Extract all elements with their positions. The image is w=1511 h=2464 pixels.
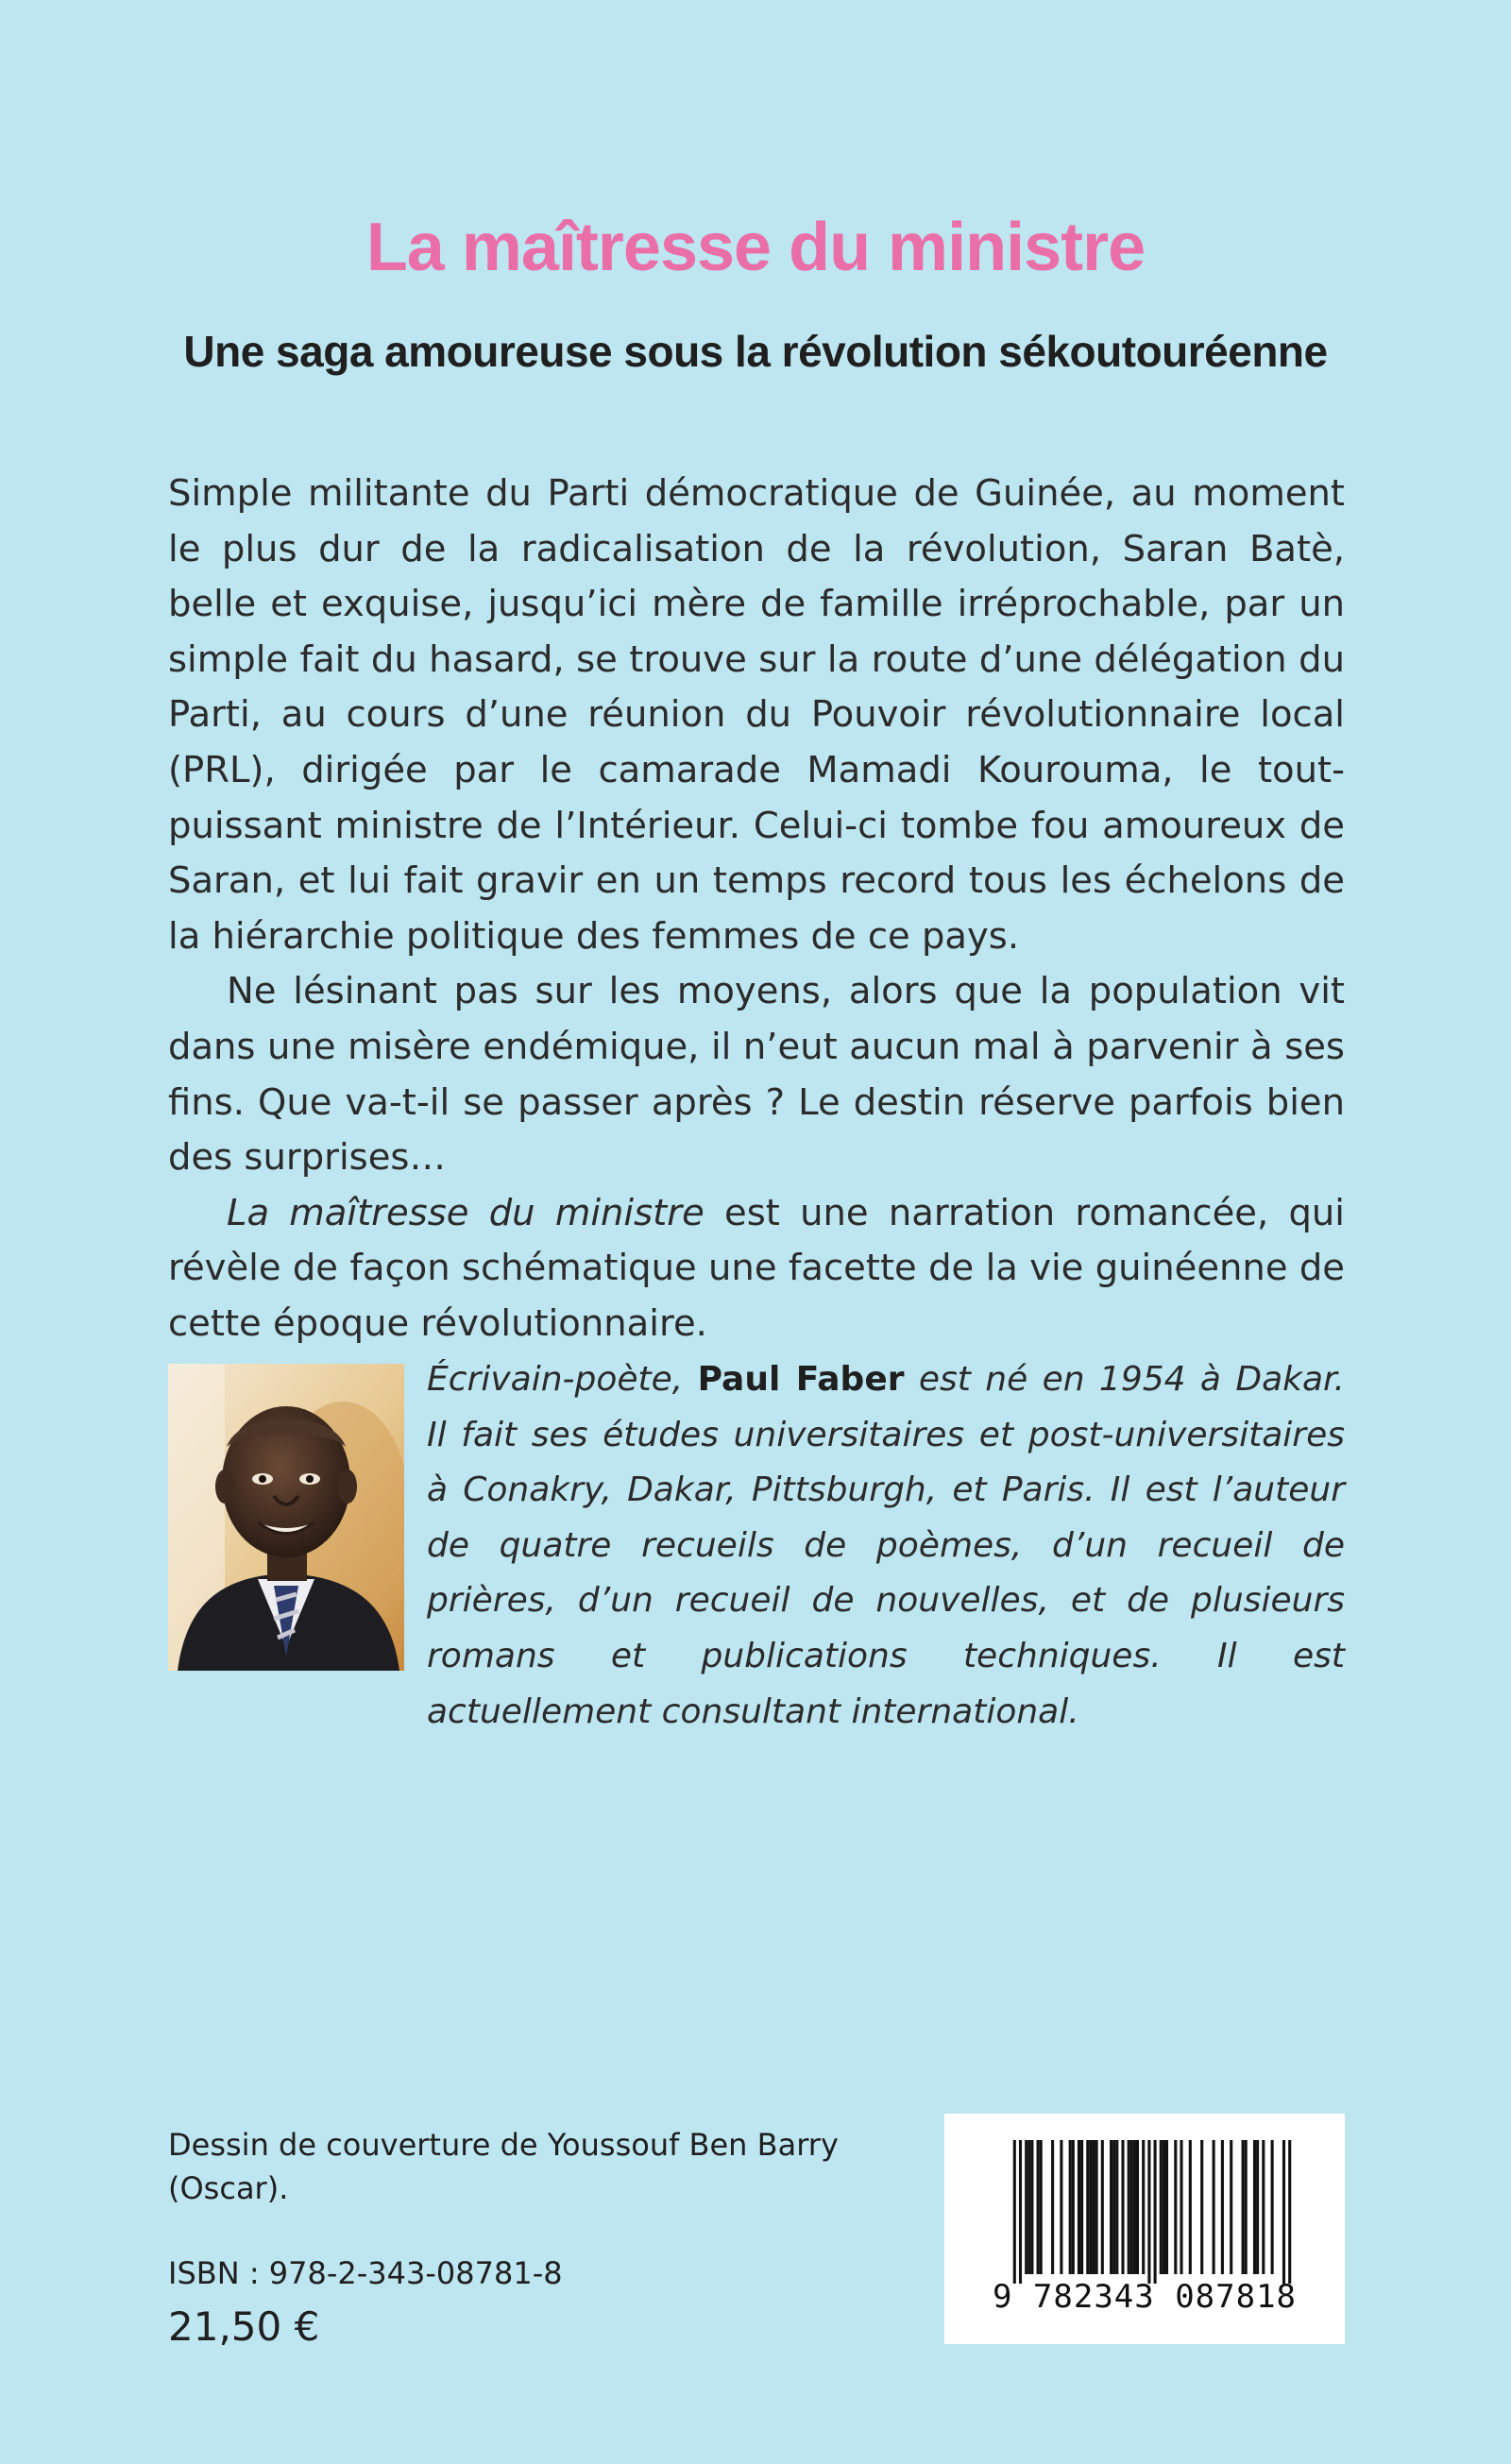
author-bio-text: est né en 1954 à Dakar. Il fait ses études universitaires et post-universitaires à Conakry, Dakar, Pittsburgh, et Paris. Il est l’auteur de quatre recueils de poèmes, d’un recueil de prières, d’un recueil de nouvelles, et de plusieurs romans et publications techniques. Il est actuellement consultant international. [427,1360,1345,1731]
author-portrait-image [168,1364,404,1671]
author-bio [427,1352,1345,1740]
barcode-digits: 9 782343 087818 [992,2278,1298,2316]
cover-art-credit: Dessin de couverture de Youssouf Ben Barry (Oscar). [168,2127,839,2206]
barcode-bar [1262,2140,1265,2274]
synopsis-title-reference: La maîtresse du ministre [227,1191,705,1234]
barcode-bar [1133,2140,1136,2274]
barcode-bar [1230,2140,1232,2274]
barcode-bar [1030,2140,1033,2274]
barcode-bar [1128,2140,1130,2274]
barcode-bar [1154,2140,1157,2284]
barcode-bar [1245,2140,1248,2274]
barcode [944,2114,1345,2344]
barcode-bar [1092,2140,1095,2274]
barcode-bar [1078,2140,1080,2274]
barcode-bar [1019,2140,1022,2284]
barcode-bar [1060,2140,1062,2274]
barcode-bar [1189,2140,1192,2274]
barcode-bar [1142,2140,1145,2274]
barcode-bar [1072,2140,1075,2274]
synopsis-paragraph-3 [168,1186,1345,1352]
synopsis-paragraph-3-text: est une narration romancée, qui révèle de façon schématique une facette de la vie guinéenne de cette époque révolutionnaire. [168,1191,1345,1345]
barcode-bar [1040,2140,1043,2274]
barcode-bar [1025,2140,1027,2274]
barcode-bar [1013,2140,1016,2284]
barcode-bar [1253,2140,1256,2274]
barcode-bar [1271,2140,1274,2274]
barcode-bar [1160,2140,1163,2274]
book-subtitle: Une saga amoureuse sous la révolution sékoutouréenne [183,327,1328,376]
barcode-bar [1242,2140,1245,2274]
barcode-bar [1136,2140,1139,2274]
barcode-bar [1165,2140,1168,2274]
barcode-bar [1221,2140,1224,2274]
barcode-bar [1051,2140,1054,2274]
barcode-bar [1101,2140,1104,2274]
barcode-bar [1147,2140,1150,2284]
barcode-bar [1213,2140,1215,2274]
barcode-bar [1288,2140,1291,2284]
barcode-bar [1027,2140,1030,2274]
barcode-bar [1200,2140,1203,2274]
barcode-bar [1174,2140,1177,2274]
synopsis [168,467,1345,1352]
barcode-bar [1112,2140,1115,2274]
barcode-bar [1110,2140,1112,2274]
price: 21,50 € [168,2303,320,2350]
synopsis-paragraph-2: Ne lésinant pas sur les moyens, alors que la population vit dans une misère endémique, il n’eut aucun mal à parvenir à ses fins. Que va-t-il se passer après ? Le destin réserve parfois bien des surprises… [168,970,1345,1180]
barcode-bar [1086,2140,1089,2274]
barcode-bar [1037,2140,1040,2274]
barcode-bar [1163,2140,1165,2274]
author-name: Paul Faber [697,1360,905,1399]
barcode-bar [1282,2140,1285,2284]
barcode-bar [1121,2140,1124,2274]
barcode-bar [1180,2140,1182,2274]
barcode-bar [1256,2140,1259,2274]
barcode-bar [1069,2140,1072,2274]
barcode-bar [1130,2140,1133,2274]
author-photo [168,1364,404,1671]
barcode-bar [1115,2140,1118,2274]
book-title: La maîtresse du ministre [365,210,1146,285]
barcode-bar [1095,2140,1098,2274]
barcode-bar [1089,2140,1092,2274]
barcode-bar [1080,2140,1083,2274]
synopsis-paragraph-1: Simple militante du Parti démocratique de Guinée, au moment le plus dur de la radicalisation de la révolution, Saran Batè, belle et exquise, jusqu’ici mère de famille irréprochable, par un simple fait du hasard, se trouve sur la route d’une délégation du Parti, au cours d’une réunion du Pouvoir révolutionnaire local (PRL), dirigée par le camarade Mamadi Kourouma, le tout-puissant ministre de l’Intérieur. Celui-ci tombe fou amoureux de Saran, et lui fait gravir en un temps record tous les échelons de la hiérarchie politique des femmes de ce pays. [168,472,1345,958]
isbn: ISBN : 978-2-343-08781-8 [168,2255,563,2291]
author-bio-prefix: Écrivain-poète, [427,1360,698,1399]
